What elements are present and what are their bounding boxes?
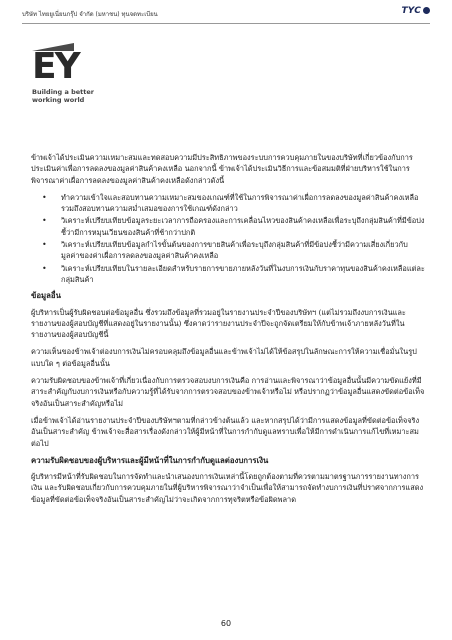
other-info-paragraph-1: ผู้บริหารเป็นผู้รับผิดชอบต่อข้อมูลอื่น ซึ่งรวมถึงข้อมูลที่รวมอยู่ในรายงานประจำปีของบริษัทฯ (แต่ไม่รวมถึงงบการเงินและรายงานของผู้สอบบัญชีที่แสดงอยู่ในรายงานนั้น) ซึ่งคาดว่ารายงานประจำปีจะถูกจัดเตรียมให้กับข้าพเจ้าภายหลังวันที่ในรายงานของผู้สอบบัญชีนี้ <box>31 307 406 340</box>
tyc-logo <box>401 6 430 16</box>
section-heading-management-responsibility: ความรับผิดชอบของผู้บริหารและผู้มีหน้าที่ในการกำกับดูแลต่องบการเงิน <box>31 455 269 465</box>
list-item: • วิเคราะห์เปรียบเทียบข้อมูลระยะเวลาการถือครองและการเคลื่อนไหวของสินค้าคงเหลือเพื่อระบุถึงกลุ่มสินค้าที่มีข้อบ่งชี้ว่ามีการหมุนเวียนของสินค้าที่ช้ากว่าปกติ <box>61 215 426 238</box>
management-responsibility-paragraph: ผู้บริหารมีหน้าที่รับผิดชอบในการจัดทำและนำเสนองบการเงินเหล่านี้โดยถูกต้องตามที่ควรตามมาตรฐานการรายงานทางการเงิน และรับผิดชอบเกี่ยวกับการควบคุมภายในที่ผู้บริหารพิจารณาว่าจำเป็นเพื่อให้สามารถจัดทำงบการเงินที่ปราศจากการแสดงข้อมูลที่ขัดต่อข้อเท็จจริงอันเป็นสาระสำคัญไม่ว่าจะเกิดจากการทุจริตหรือข้อผิดพลาด <box>31 472 424 504</box>
other-info-paragraph-4: เมื่อข้าพเจ้าได้อ่านรายงานประจำปีของบริษัทฯตามที่กล่าวข้างต้นแล้ว และหากสรุปได้ว่ามีการแสดงข้อมูลที่ขัดต่อข้อเท็จจริงอันเป็นสาระสำคัญ ข้าพเจ้าจะสื่อสารเรื่องดังกล่าวให้ผู้มีหน้าที่ในการกำกับดูแลทราบเพื่อให้มีการดำเนินการแก้ไขที่เหมาะสมต่อไป <box>31 415 420 448</box>
header-company-text: บริษัท ไทยยูเนี่ยนกรุ๊ป จำกัด (มหาชน) ทุนจดทะเบียน <box>22 11 158 18</box>
ey-logo <box>32 43 95 113</box>
report-body <box>31 152 426 511</box>
list-item: • ทำความเข้าใจและสอบทานความเหมาะสมของเกณฑ์ที่ใช้ในการพิจารณาค่าเผื่อการลดลงของมูลค่าสินค้าคงเหลือ รวมถึงสอบทานความสม่ำเสมอของการใช้เกณฑ์ดังกล่าว <box>61 192 426 215</box>
ey-tagline-line1: Building a better <box>32 88 95 96</box>
audit-procedures-list <box>31 192 426 285</box>
procedures-intro-paragraph: ข้าพเจ้าได้ประเมินความเหมาะสมและทดสอบความมีประสิทธิภาพของระบบการควบคุมภายในของบริษัทที่เกี่ยวข้องกับการประเมินค่าเพื่อการลดลงของมูลค่าสินค้าคงเหลือ นอกจากนี้ ข้าพเจ้าได้ประเมินวิธีการและข้อสมมติที่ฝ่ายบริหารใช้ในการพิจารณาค่าเผื่อการลดลงของมูลค่าสินค้าคงเหลือดังกล่าวดังนี้ <box>31 153 413 185</box>
header-divider <box>22 23 430 24</box>
other-info-paragraph-3: ความรับผิดชอบของข้าพเจ้าที่เกี่ยวเนื่องกับการตรวจสอบงบการเงินคือ การอ่านและพิจารณาว่าข้อมูลอื่นนั้นมีความขัดแย้งที่มีสาระสำคัญกับงบการเงินหรือกับความรู้ที่ได้รับจากการตรวจสอบของข้าพเจ้าหรือไม่ หรือปรากฏว่าข้อมูลอื่นแสดงขัดต่อข้อเท็จจริงอันเป็นสาระสำคัญหรือไม่ <box>31 376 425 408</box>
tyc-logo-mark-icon <box>423 7 430 14</box>
tyc-logo-text: TYC <box>401 6 421 16</box>
ey-logo-mark: EY <box>32 46 79 87</box>
page-number: 60 <box>220 619 232 628</box>
ey-logo-tagline <box>32 89 94 104</box>
ey-tagline-line2: working world <box>32 95 85 104</box>
section-heading-other-information: ข้อมูลอื่น <box>31 291 61 301</box>
other-info-paragraph-2: ความเห็นของข้าพเจ้าต่องบการเงินไม่ครอบคลุมถึงข้อมูลอื่นและข้าพเจ้าไม่ได้ให้ข้อสรุปในลักษณะการให้ความเชื่อมั่นในรูปแบบใด ๆ ต่อข้อมูลอื่นนั้น <box>31 347 417 368</box>
list-item: • วิเคราะห์เปรียบเทียบในรายละเอียดสำหรับรายการขายภายหลังวันที่ในงบการเงินกับราคาทุนของสินค้าคงเหลือแต่ละกลุ่มสินค้า <box>61 263 426 286</box>
list-item: • วิเคราะห์เปรียบเทียบข้อมูลกำไรขั้นต้นของการขายสินค้าเพื่อระบุถึงกลุ่มสินค้าที่มีข้อบ่งชี้ว่ามีความเสี่ยงเกี่ยวกับมูลค่าของค่าเผื่อการลดลงของมูลค่าสินค้าคงเหลือ <box>61 239 426 262</box>
